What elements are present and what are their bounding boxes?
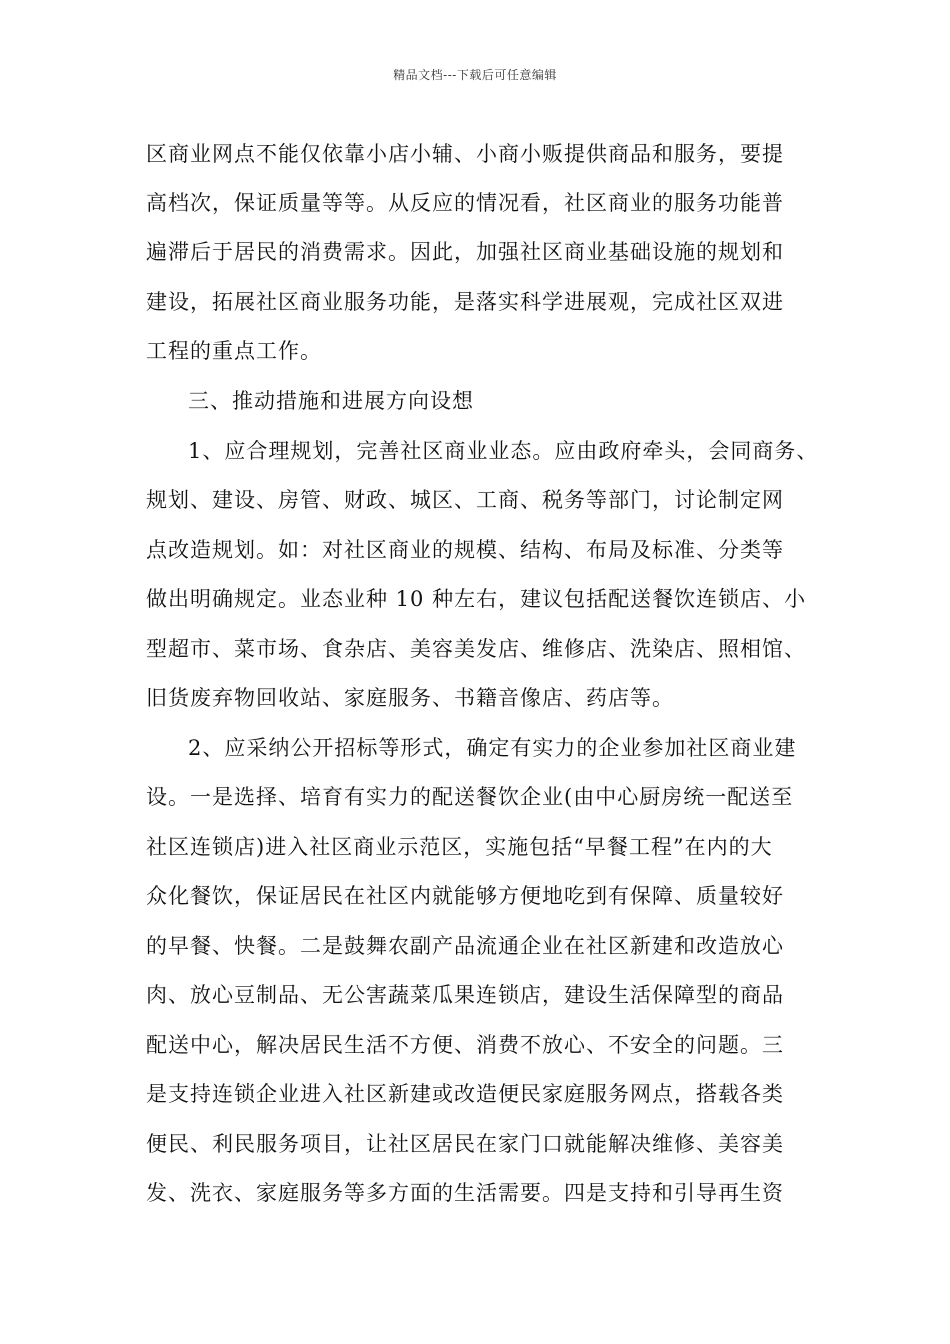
text-line: 高档次，保证质量等等。从反应的情况看，社区商业的服务功能普 bbox=[146, 191, 784, 215]
text-line: 设。一是选择、培育有实力的配送餐饮企业(由中心厨房统一配送至 bbox=[146, 785, 794, 809]
text-line: 便民、利民服务项目，让社区居民在家门口就能解决维修、美容美 bbox=[146, 1132, 784, 1156]
text-line: 肉、放心豆制品、无公害蔬菜瓜果连锁店，建设生活保障型的商品 bbox=[146, 983, 784, 1007]
section-heading: 三、推动措施和进展方向设想 bbox=[188, 389, 474, 413]
text-line: 发、洗衣、家庭服务等多方面的生活需要。四是支持和引导再生资 bbox=[146, 1181, 784, 1205]
text-line: 旧货废弃物回收站、家庭服务、书籍音像店、药店等。 bbox=[146, 686, 674, 710]
text-line: 众化餐饮，保证居民在社区内就能够方便地吃到有保障、质量较好 bbox=[146, 884, 784, 908]
text-line: 的早餐、快餐。二是鼓舞农副产品流通企业在社区新建和改造放心 bbox=[146, 934, 784, 958]
text-line: 规划、建设、房管、财政、城区、工商、税务等部门，讨论制定网 bbox=[146, 488, 784, 512]
text-line: 工程的重点工作。 bbox=[146, 339, 322, 363]
text-line: 配送中心，解决居民生活不方便、消费不放心、不安全的问题。三 bbox=[146, 1033, 784, 1057]
text-line: 区商业网点不能仅依靠小店小辅、小商小贩提供商品和服务，要提 bbox=[146, 142, 784, 166]
text-line: 建设，拓展社区商业服务功能，是落实科学进展观，完成社区双进 bbox=[146, 290, 784, 314]
text-line: 型超市、菜市场、食杂店、美容美发店、维修店、洗染店、照相馆、 bbox=[146, 637, 806, 661]
text-line: 2、应采纳公开招标等形式，确定有实力的企业参加社区商业建 bbox=[188, 736, 797, 760]
text-line: 点改造规划。如：对社区商业的规模、结构、布局及标准、分类等 bbox=[146, 538, 784, 562]
page-header: 精品文档---下载后可任意编辑 bbox=[393, 68, 557, 82]
text-line: 社区连锁店)进入社区商业示范区，实施包括“早餐工程”在内的大 bbox=[146, 835, 773, 859]
text-line: 1、应合理规划，完善社区商业业态。应由政府牵头，会同商务、 bbox=[188, 439, 819, 463]
text-line: 遍滞后于居民的消费需求。因此，加强社区商业基础设施的规划和 bbox=[146, 240, 784, 264]
text-line: 是支持连锁企业进入社区新建或改造便民家庭服务网点，搭载各类 bbox=[146, 1082, 784, 1106]
text-line: 做出明确规定。业态业种 10 种左右，建议包括配送餐饮连锁店、小 bbox=[146, 587, 807, 611]
